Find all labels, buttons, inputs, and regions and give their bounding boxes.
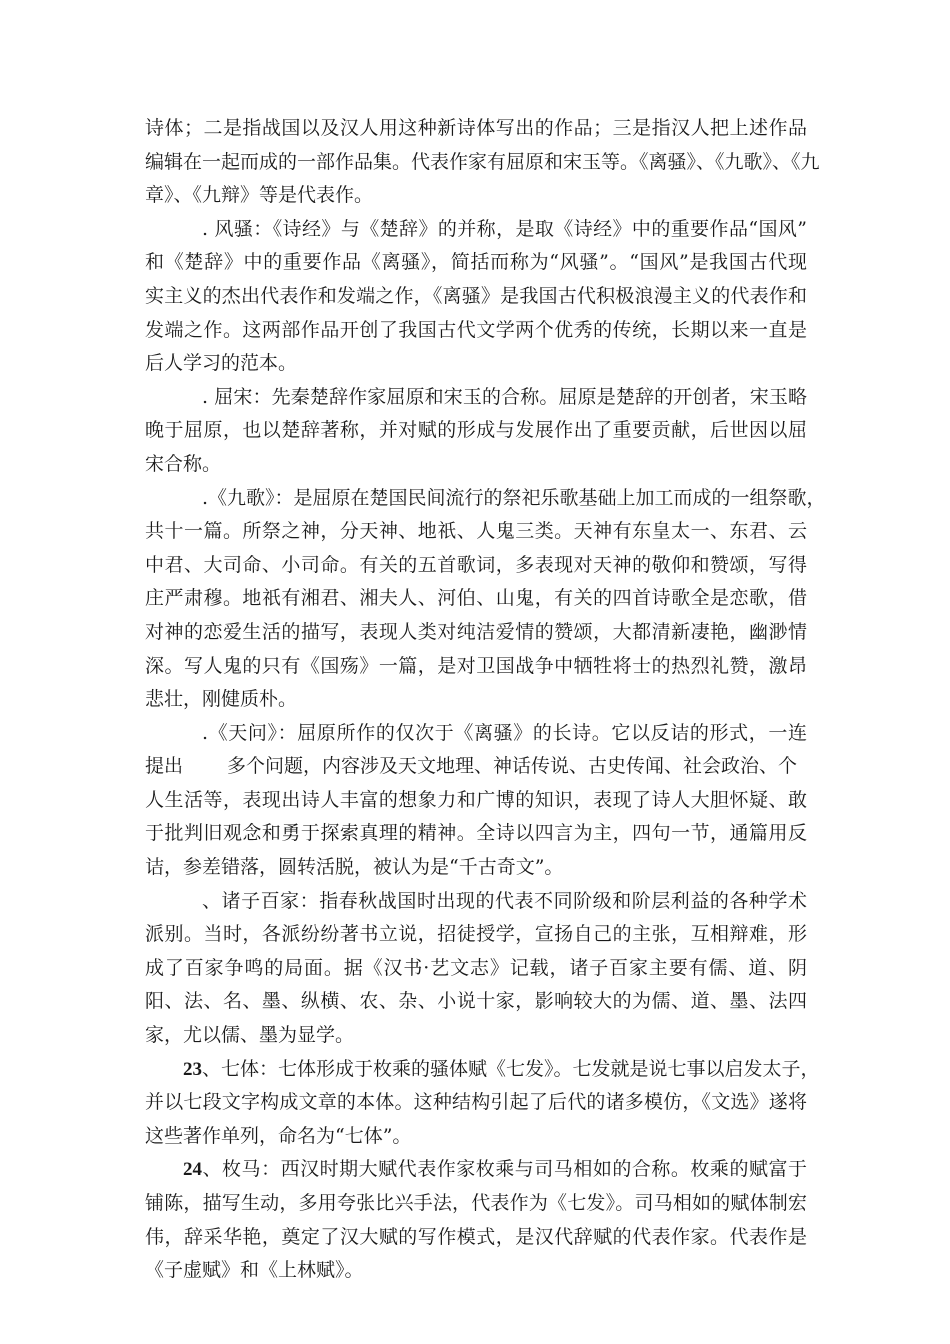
text-line: .《九歌》：是屈原在楚国民间流行的祭祀乐歌基础上加工而成的一组祭歌， [202,486,826,509]
text-line: 并以七段文字构成文章的本体。这种结构引起了后代的诸多模仿，《文选》遂将 [145,1091,807,1114]
text-line: 深。写人鬼的只有《国殇》一篇，是对卫国战争中牺牲将士的热烈礼赞，激昂 [145,654,807,677]
text-line: . 风骚：《诗经》与《楚辞》的并称，是取《诗经》中的重要作品“国风” [202,217,807,240]
text-line: 伟，辞采华艳，奠定了汉大赋的写作模式，是汉代辞赋的代表作家。代表作是 [145,1225,807,1248]
text-line: 和《楚辞》中的重要作品《离骚》，简括而称为“风骚”。“国风”是我国古代现 [145,251,807,274]
text-line: 提出 多个问题，内容涉及天文地理、神话传说、古史传闻、社会政治、个 [145,755,798,778]
text-line: 编辑在一起而成的一部作品集。代表作家有屈原和宋玉等。《离骚》、《九歌》、《九 [145,150,820,173]
text-line: 共十一篇。所祭之神，分天神、地祇、人鬼三类。天神有东皇太一、东君、云 [145,520,807,543]
paragraph-jiuge [145,482,826,717]
text-line: 人生活等，表现出诗人丰富的想象力和广博的知识，表现了诗人大胆怀疑、敢 [145,788,807,811]
paragraph-chuci-definition [145,112,820,213]
text-line: 后人学习的范本。 [145,352,298,375]
text-line: 这些著作单列，命名为“七体”。 [145,1124,412,1147]
text-line [145,1053,820,1087]
text-line: 阳、法、名、墨、纵横、农、杂、小说十家，影响较大的为儒、道、墨、法四 [145,990,807,1013]
item-number: 24 [183,1159,202,1181]
text-line: . 屈宋：先秦楚辞作家屈原和宋玉的合称。屈原是楚辞的开创者，宋玉略 [202,385,807,408]
text-line: 悲壮，刚健质朴。 [145,688,298,711]
text-line: 于批判旧观念和勇于探索真理的精神。全诗以四言为主，四句一节，通篇用反 [145,822,807,845]
text-line: 、诸子百家：指春秋战国时出现的代表不同阶级和阶层利益的各种学术 [202,889,807,912]
text-line: 诗体；二是指战国以及汉人用这种新诗体写出的作品；三是指汉人把上述作品 [145,117,807,139]
text-segment: 、枚马：西汉时期大赋代表作家枚乘与司马相如的合称。枚乘的赋富于 [202,1158,807,1181]
text-line: 中君、大司命、小司命。有关的五首歌词，多表现对天神的敬仰和赞颂，写得 [145,553,807,576]
paragraph-qusong [145,381,807,482]
text-line: 庄严肃穆。地祇有湘君、湘夫人、河伯、山鬼，有关的四首诗歌全是恋歌，借 [145,587,807,610]
text-line: 晚于屈原，也以楚辞著称，并对赋的形成与发展作出了重要贡献，后世因以屈 [145,419,807,442]
item-number: 23 [183,1058,202,1080]
text-line: 家，尤以儒、墨为显学。 [145,1024,355,1047]
text-line: 铺陈，描写生动，多用夸张比兴手法，代表作为《七发》。司马相如的赋体制宏 [145,1192,807,1214]
text-line: 成了百家争鸣的局面。据《汉书·艺文志》记载，诸子百家主要有儒、道、阴 [145,956,807,979]
text-line: 章》、《九辩》等是代表作。 [145,184,374,207]
document-page [145,112,826,1288]
text-line: 诘，参差错落，圆转活脱，被认为是“千古奇文”。 [145,856,564,879]
text-line: 派别。当时，各派纷纷著书立说，招徒授学，宣扬自己的主张，互相辩难，形 [145,923,807,946]
text-line: 实主义的杰出代表作和发端之作，《离骚》是我国古代积极浪漫主义的代表作和 [145,284,807,307]
text-line [145,1153,807,1187]
text-line: .《天问》：屈原所作的仅次于《离骚》的长诗。它以反诘的形式，一连 [202,721,807,744]
paragraph-zhuzi-baijia [145,885,807,1053]
text-line: 宋合称。 [145,452,222,475]
text-line: 对神的恋爱生活的描写，表现人类对纯洁爱情的赞颂，大都清新凄艳，幽渺情 [145,620,807,643]
paragraph-tianwen [145,717,807,885]
text-line: 《子虚赋》和《上林赋》。 [145,1259,364,1282]
paragraph-meima [145,1153,807,1287]
text-segment: 、七体：七体形成于枚乘的骚体赋《七发》。七发就是说七事以启发太子， [202,1057,820,1080]
paragraph-qiti [145,1053,820,1154]
paragraph-fengsao [145,213,807,381]
text-line: 发端之作。这两部作品开创了我国古代文学两个优秀的传统，长期以来一直是 [145,318,807,341]
